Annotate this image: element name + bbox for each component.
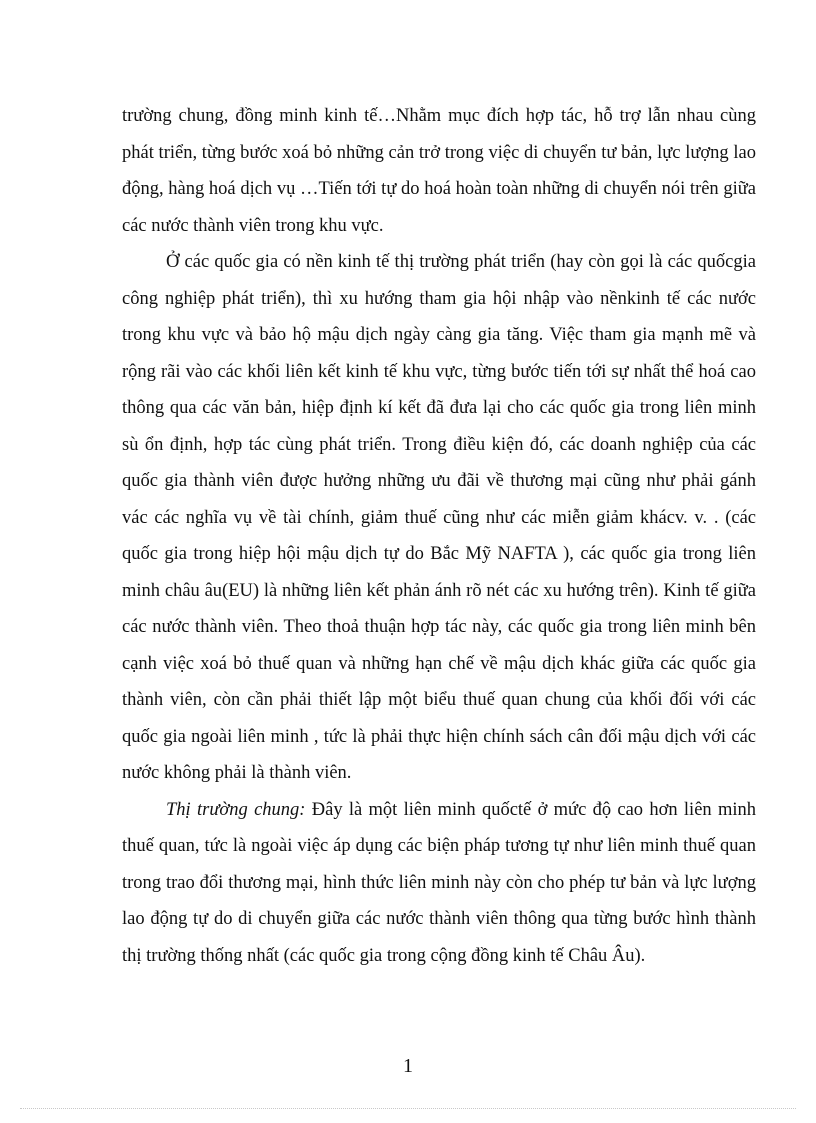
paragraph-continuation: trường chung, đồng minh kinh tế…Nhằm mục đích hợp tác, hỗ trợ lẫn nhau cùng phát triển, từng bước xoá bỏ những cản trở trong việc di chuyển tư bản, lực lượng lao động, hàng hoá dịch vụ …Tiến tới tự do hoá hoàn toàn những di chuyển nói trên giữa các nước thành viên trong khu vực.: [122, 106, 756, 236]
paragraph-market-economies: Ở các quốc gia có nền kinh tế thị trường phát triển (hay còn gọi là các quốcgia công nghiệp phát triển), thì xu hướng tham gia hội nhập vào nềnkinh tế các nước trong khu vực và bảo hộ mậu dịch ngày càng gia tăng. Việc tham gia mạnh mẽ và rộng rãi vào các khối liên kết kinh tế khu vực, từng bước tiến tới sự nhất thể hoá cao thông qua các văn bản, hiệp định kí kết đã đưa lại cho các quốc gia trong liên minh sù ổn định, hợp tác cùng phát triển. Trong điều kiện đó, các doanh nghiệp của các quốc gia thành viên được hưởng những ưu đãi về thương mại cũng như phải gánh vác các nghĩa vụ về tài chính, giảm thuế cũng như các miễn giảm khácv. v. . (các quốc gia trong hiệp hội mậu dịch tự do Bắc Mỹ NAFTA ), các quốc gia trong liên minh châu âu(EU) là những liên kết phản ánh rõ nét các xu hướng trên). Kinh tế giữa các nước thành viên. Theo thoả thuận hợp tác này, các quốc gia trong liên minh bên cạnh việc xoá bỏ thuế quan và những hạn chế về mậu dịch khác giữa các quốc gia thành viên, còn cần phải thiết lập một biểu thuế quan chung của khối đối với các quốc gia ngoài liên minh , tức là phải thực hiện chính sách cân đối mậu dịch với các nước không phải là thành viên.: [122, 252, 756, 783]
term-common-market: Thị trường chung:: [166, 799, 306, 820]
paragraph-common-market-text: Đây là một liên minh quốctế ở mức độ cao hơn liên minh thuế quan, tức là ngoài việc áp dụng các biện pháp tương tự như liên minh thuế quan trong trao đổi thương mại, hình thức liên minh này còn cho phép tư bản và lực lượng lao động tự do di chuyển giữa các nước thành viên thông qua từng bước hình thành thị trường thống nhất (các quốc gia trong cộng đồng kinh tế Châu Âu).: [122, 799, 756, 966]
paragraph-common-market: [122, 792, 756, 975]
footer-divider: [20, 1108, 796, 1109]
page-number: 1: [403, 1055, 413, 1077]
document-body: [122, 98, 756, 974]
